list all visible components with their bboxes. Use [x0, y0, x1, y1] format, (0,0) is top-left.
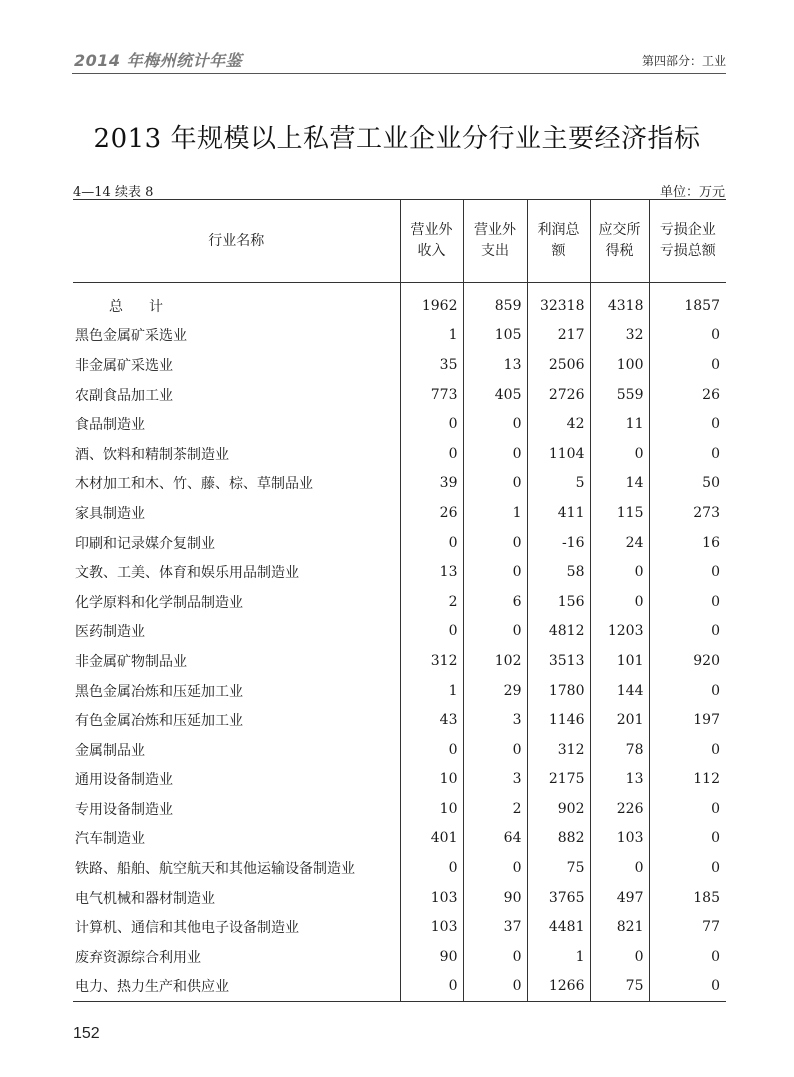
- cell-value: 773: [400, 380, 463, 410]
- cell-value: 50: [702, 475, 720, 492]
- cell-value: 2726: [527, 380, 590, 410]
- cell-value: 0: [711, 356, 720, 373]
- cell-value: 14: [590, 469, 649, 499]
- table-row: [73, 765, 726, 795]
- cell-value: 217: [527, 321, 590, 351]
- industry-name: 总 计: [73, 283, 400, 321]
- cell-value: 2: [463, 794, 527, 824]
- cell-value: 0: [711, 564, 720, 581]
- cell-value: 90: [463, 883, 527, 913]
- table-row: [73, 557, 726, 587]
- cell-value: 3765: [527, 883, 590, 913]
- cell-value: 497: [590, 883, 649, 913]
- cell-value: 0: [711, 682, 720, 699]
- table-row: [73, 705, 726, 735]
- cell-value: 103: [400, 912, 463, 942]
- cell-value: 821: [590, 912, 649, 942]
- industry-name: 印刷和记录媒介复制业: [73, 528, 400, 558]
- cell-value: 273: [693, 504, 720, 521]
- cell-value: 77: [702, 919, 720, 936]
- cell-value: 144: [590, 676, 649, 706]
- cell-value: 37: [463, 912, 527, 942]
- cell-value: 1962: [400, 283, 463, 321]
- cell-value: 0: [463, 942, 527, 972]
- cell-value: 201: [590, 705, 649, 735]
- table-row: [73, 380, 726, 410]
- running-header: [72, 44, 726, 70]
- cell-value: 103: [400, 883, 463, 913]
- cell-value: 112: [693, 771, 720, 788]
- col-header-loss-total: 亏损企业 亏损总额: [649, 200, 726, 283]
- cell-value: 1780: [527, 676, 590, 706]
- table-row: [73, 912, 726, 942]
- cell-value: 0: [590, 439, 649, 469]
- cell-value: 58: [527, 557, 590, 587]
- cell-value: 35: [400, 350, 463, 380]
- industry-name: 医药制造业: [73, 617, 400, 647]
- cell-value: 0: [590, 587, 649, 617]
- cell-value: 43: [400, 705, 463, 735]
- cell-value: 902: [527, 794, 590, 824]
- cell-value: 0: [711, 741, 720, 758]
- table-row: [73, 528, 726, 558]
- table-row: [73, 942, 726, 972]
- cell-value: 2: [400, 587, 463, 617]
- cell-value: 0: [649, 972, 726, 1002]
- cell-value: 0: [463, 853, 527, 883]
- unit-label: 单位：万元: [659, 185, 725, 200]
- cell-value: 1104: [527, 439, 590, 469]
- cell-value: 0: [400, 853, 463, 883]
- industry-name: 酒、饮料和精制茶制造业: [73, 439, 400, 469]
- cell-value: 1857: [684, 297, 720, 314]
- table-row: [73, 469, 726, 499]
- cell-value: 10: [400, 765, 463, 795]
- cell-value: 105: [463, 321, 527, 351]
- cell-value: 0: [590, 942, 649, 972]
- section-label: 第四部分：工业: [641, 54, 726, 68]
- industry-name: 铁路、船舶、航空航天和其他运输设备制造业: [73, 853, 400, 883]
- cell-value: 11: [590, 409, 649, 439]
- table-row: [73, 853, 726, 883]
- industry-name: 非金属矿采选业: [73, 350, 400, 380]
- cell-value: 156: [527, 587, 590, 617]
- cell-value: -16: [527, 528, 590, 558]
- cell-value: 0: [463, 528, 527, 558]
- cell-value: 0: [711, 800, 720, 817]
- cell-value: 0: [463, 439, 527, 469]
- cell-value: 0: [463, 409, 527, 439]
- cell-value: 405: [463, 380, 527, 410]
- table-row: [73, 646, 726, 676]
- cell-value: 0: [463, 735, 527, 765]
- table-row: [73, 972, 726, 1002]
- industry-name: 废弃资源综合利用业: [73, 942, 400, 972]
- cell-value: 26: [702, 386, 720, 403]
- table-id: 4—14 续表 8: [73, 185, 154, 200]
- cell-value: 0: [400, 528, 463, 558]
- cell-value: 0: [590, 557, 649, 587]
- cell-value: 197: [693, 712, 720, 729]
- cell-value: 64: [463, 824, 527, 854]
- cell-value: 13: [463, 350, 527, 380]
- cell-value: 3513: [527, 646, 590, 676]
- cell-value: 1: [400, 676, 463, 706]
- cell-value: 3: [463, 705, 527, 735]
- industry-name: 专用设备制造业: [73, 794, 400, 824]
- industry-name: 电力、热力生产和供应业: [73, 972, 400, 1002]
- cell-value: 1203: [590, 617, 649, 647]
- cell-value: 3: [463, 765, 527, 795]
- cell-value: 1266: [527, 972, 590, 1002]
- cell-value: 920: [693, 652, 720, 669]
- table-row: [73, 350, 726, 380]
- cell-value: 0: [400, 972, 463, 1002]
- cell-value: 1: [463, 498, 527, 528]
- page-number: 152: [73, 1025, 100, 1042]
- table-header-row: [73, 200, 726, 283]
- cell-value: 0: [711, 416, 720, 433]
- cell-value: 0: [400, 735, 463, 765]
- table-row: [73, 321, 726, 351]
- table-row: [73, 617, 726, 647]
- industry-name: 木材加工和木、竹、藤、棕、草制品业: [73, 469, 400, 499]
- cell-value: 78: [590, 735, 649, 765]
- cell-value: 1: [400, 321, 463, 351]
- cell-value: 13: [590, 765, 649, 795]
- table-row: [73, 883, 726, 913]
- industry-name: 有色金属冶炼和压延加工业: [73, 705, 400, 735]
- cell-value: 4812: [527, 617, 590, 647]
- cell-value: 39: [400, 469, 463, 499]
- industry-name: 农副食品加工业: [73, 380, 400, 410]
- table-row: [73, 439, 726, 469]
- cell-value: 102: [463, 646, 527, 676]
- cell-value: 859: [463, 283, 527, 321]
- cell-value: 29: [463, 676, 527, 706]
- cell-value: 0: [711, 623, 720, 640]
- yearbook-title: 2014 年梅州统计年鉴: [74, 51, 243, 70]
- cell-value: 0: [711, 445, 720, 462]
- header-rule: [72, 73, 726, 74]
- cell-value: 2506: [527, 350, 590, 380]
- cell-value: 5: [527, 469, 590, 499]
- cell-value: 75: [527, 853, 590, 883]
- cell-value: 411: [527, 498, 590, 528]
- table-row: [73, 587, 726, 617]
- cell-value: 882: [527, 824, 590, 854]
- industry-name: 电气机械和器材制造业: [73, 883, 400, 913]
- cell-value: 4481: [527, 912, 590, 942]
- cell-value: 10: [400, 794, 463, 824]
- cell-value: 32: [590, 321, 649, 351]
- page-title: 2013 年规模以上私营工业企业分行业主要经济指标: [93, 124, 701, 154]
- table-row-total: [73, 283, 726, 321]
- industry-name: 黑色金属矿采选业: [73, 321, 400, 351]
- cell-value: 0: [463, 557, 527, 587]
- cell-value: 401: [400, 824, 463, 854]
- col-header-income-tax: 应交所 得税: [590, 200, 649, 283]
- cell-value: 0: [590, 853, 649, 883]
- cell-value: 185: [693, 889, 720, 906]
- cell-value: 101: [590, 646, 649, 676]
- cell-value: 0: [711, 860, 720, 877]
- industry-name: 通用设备制造业: [73, 765, 400, 795]
- col-header-total-profit: 利润总 额: [527, 200, 590, 283]
- cell-value: 0: [463, 617, 527, 647]
- col-header-nonop-income: 营业外 收入: [400, 200, 463, 283]
- table-row: [73, 735, 726, 765]
- cell-value: 1146: [527, 705, 590, 735]
- cell-value: 0: [711, 830, 720, 847]
- cell-value: 226: [590, 794, 649, 824]
- cell-value: 115: [590, 498, 649, 528]
- cell-value: 42: [527, 409, 590, 439]
- col-header-name: 行业名称: [73, 200, 400, 283]
- industry-name: 汽车制造业: [73, 824, 400, 854]
- industry-name: 家具制造业: [73, 498, 400, 528]
- cell-value: 0: [711, 593, 720, 610]
- cell-value: 26: [400, 498, 463, 528]
- cell-value: 13: [400, 557, 463, 587]
- cell-value: 312: [527, 735, 590, 765]
- cell-value: 0: [400, 409, 463, 439]
- cell-value: 0: [463, 469, 527, 499]
- cell-value: 0: [711, 948, 720, 965]
- cell-value: 6: [463, 587, 527, 617]
- industry-name: 计算机、通信和其他电子设备制造业: [73, 912, 400, 942]
- cell-value: 0: [400, 617, 463, 647]
- industry-name: 金属制品业: [73, 735, 400, 765]
- table-row: [73, 676, 726, 706]
- cell-value: 312: [400, 646, 463, 676]
- cell-value: 0: [711, 327, 720, 344]
- cell-value: 90: [400, 942, 463, 972]
- cell-value: 559: [590, 380, 649, 410]
- cell-value: 32318: [527, 283, 590, 321]
- col-header-nonop-expense: 营业外 支出: [463, 200, 527, 283]
- industry-name: 黑色金属冶炼和压延加工业: [73, 676, 400, 706]
- table-row: [73, 409, 726, 439]
- table-row: [73, 794, 726, 824]
- industry-name: 食品制造业: [73, 409, 400, 439]
- cell-value: 16: [702, 534, 720, 551]
- cell-value: 0: [400, 439, 463, 469]
- cell-value: 0: [463, 972, 527, 1002]
- table-row: [73, 498, 726, 528]
- cell-value: 2175: [527, 765, 590, 795]
- table-row: [73, 824, 726, 854]
- cell-value: 1: [527, 942, 590, 972]
- cell-value: 75: [590, 972, 649, 1002]
- cell-value: 24: [590, 528, 649, 558]
- cell-value: 100: [590, 350, 649, 380]
- cell-value: 103: [590, 824, 649, 854]
- indicator-table: [73, 199, 726, 1002]
- industry-name: 化学原料和化学制品制造业: [73, 587, 400, 617]
- cell-value: 4318: [590, 283, 649, 321]
- industry-name: 文教、工美、体育和娱乐用品制造业: [73, 557, 400, 587]
- industry-name: 非金属矿物制品业: [73, 646, 400, 676]
